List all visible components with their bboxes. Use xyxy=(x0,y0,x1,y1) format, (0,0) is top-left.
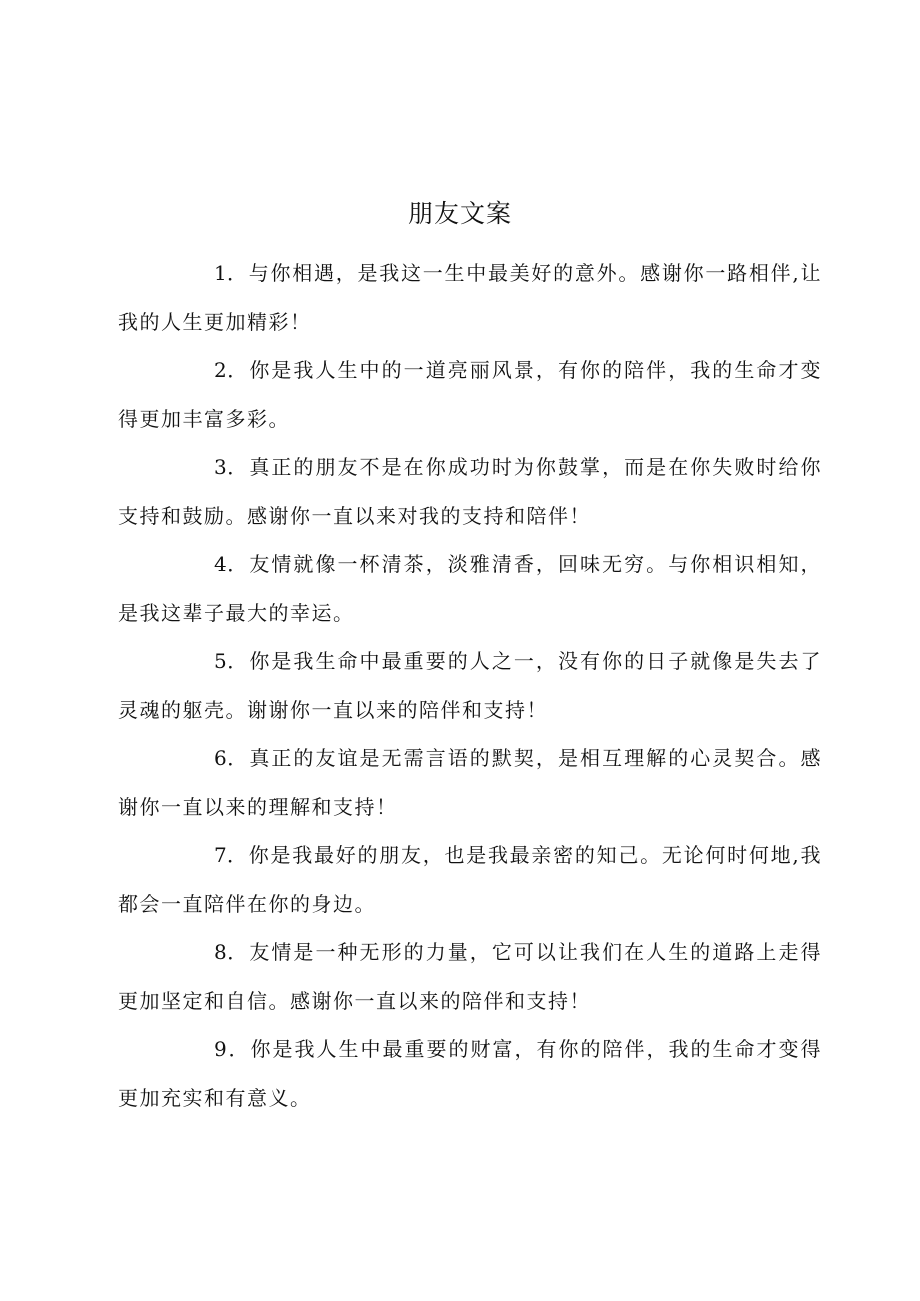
paragraph-text: ．友情就像一杯清茶，淡雅清香，回味无穷。与你相识相知，是我这辈子最大的幸运。 xyxy=(118,552,822,625)
paragraph-text: ．你是我人生中的一道亮丽风景，有你的陪伴，我的生命才变得更加丰富多彩。 xyxy=(118,358,822,431)
paragraph-number: 6 xyxy=(214,746,227,770)
paragraph-3 xyxy=(118,443,822,540)
paragraph-text: ．真正的友谊是无需言语的默契，是相互理解的心灵契合。感谢你一直以来的理解和支持！ xyxy=(118,746,822,819)
paragraph-number: 3 xyxy=(214,455,227,479)
paragraph-number: 5 xyxy=(214,649,227,673)
paragraph-5 xyxy=(118,637,822,734)
paragraph-number: 4 xyxy=(214,552,227,576)
paragraph-2 xyxy=(118,346,822,443)
paragraph-6 xyxy=(118,734,822,831)
paragraph-text: ．与你相遇，是我这一生中最美好的意外。感谢你一路相伴,让我的人生更加精彩！ xyxy=(118,261,822,334)
paragraph-number: 7 xyxy=(214,843,227,867)
paragraph-9 xyxy=(118,1025,822,1122)
paragraph-text: ．你是我人生中最重要的财富，有你的陪伴，我的生命才变得更加充实和有意义。 xyxy=(118,1037,822,1110)
paragraph-8 xyxy=(118,928,822,1025)
paragraph-number: 1 xyxy=(214,261,227,285)
paragraph-text: ．真正的朋友不是在你成功时为你鼓掌，而是在你失败时给你支持和鼓励。感谢你一直以来对我的支持和陪伴！ xyxy=(118,455,822,528)
page-title: 朋友文案 xyxy=(407,199,512,228)
paragraph-4 xyxy=(118,540,822,637)
paragraph-number: 9 xyxy=(214,1037,227,1061)
paragraph-text: ．友情是一种无形的力量，它可以让我们在人生的道路上走得更加坚定和自信。感谢你一直以来的陪伴和支持！ xyxy=(118,940,822,1013)
paragraph-7 xyxy=(118,831,822,928)
paragraph-number: 8 xyxy=(214,940,227,964)
document-body xyxy=(118,249,822,1122)
paragraph-text: ．你是我生命中最重要的人之一，没有你的日子就像是失去了灵魂的躯壳。谢谢你一直以来的陪伴和支持！ xyxy=(118,649,822,722)
paragraph-text: ．你是我最好的朋友，也是我最亲密的知己。无论何时何地,我都会一直陪伴在你的身边。 xyxy=(118,843,822,916)
paragraph-1 xyxy=(118,249,822,346)
paragraph-number: 2 xyxy=(214,358,227,382)
